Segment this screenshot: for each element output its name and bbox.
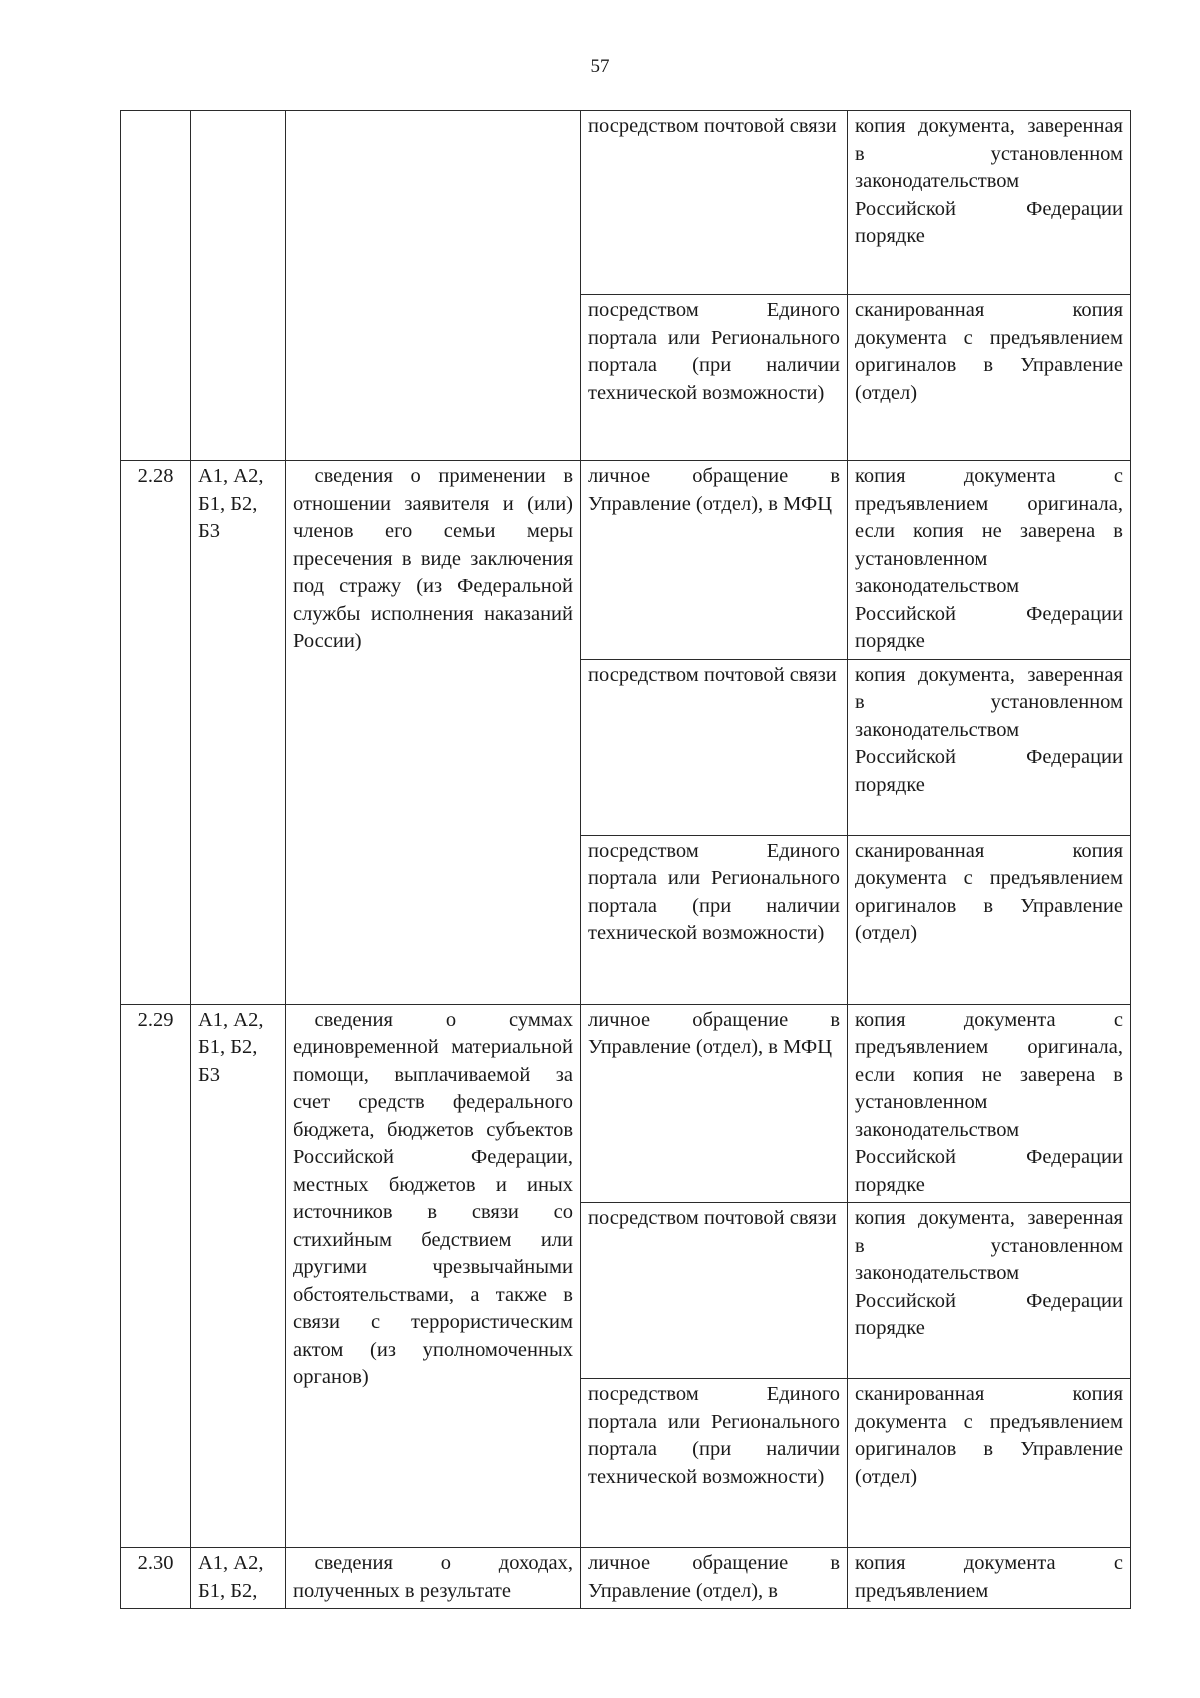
document-form-cell: копия документа с предъявлением оригинала, если копия не заверена в установленном законодательством Российской Федерации порядке bbox=[848, 461, 1131, 660]
document-form-cell: сканированная копия документа с предъявлением оригиналов в Управление (отдел) bbox=[848, 835, 1131, 1004]
item-number: 2.28 bbox=[121, 461, 191, 1005]
item-number: 2.29 bbox=[121, 1004, 191, 1548]
applicant-categories: А1, А2, Б1, Б2, Б3 bbox=[191, 1004, 286, 1548]
submission-method-cell: посредством почтовой связи bbox=[581, 111, 848, 295]
category-cell-empty bbox=[191, 111, 286, 461]
document-form-cell: сканированная копия документа с предъявлением оригиналов в Управление (отдел) bbox=[848, 295, 1131, 461]
submission-method-cell: посредством Единого портала или Регионального портала (при наличии технической возможности) bbox=[581, 295, 848, 461]
submission-method-cell: посредством почтовой связи bbox=[581, 659, 848, 835]
submission-method-cell: посредством Единого портала или Регионального портала (при наличии технической возможности) bbox=[581, 1379, 848, 1548]
documents-table bbox=[120, 110, 1131, 1609]
applicant-categories: А1, А2, Б1, Б2, bbox=[191, 1548, 286, 1609]
page-number: 57 bbox=[590, 56, 610, 77]
table-row bbox=[121, 111, 1131, 295]
document-description: сведения о доходах, полученных в результате bbox=[286, 1548, 581, 1609]
document-form-cell: копия документа с предъявлением bbox=[848, 1548, 1131, 1609]
table-row bbox=[121, 461, 1131, 660]
document-form-cell: копия документа с предъявлением оригинала, если копия не заверена в установленном законодательством Российской Федерации порядке bbox=[848, 1004, 1131, 1203]
submission-method-cell: личное обращение в Управление (отдел), в МФЦ bbox=[581, 1004, 848, 1203]
document-description: сведения о применении в отношении заявителя и (или) членов его семьи меры пресечения в виде заключения под стражу (из Федеральной службы исполнения наказаний России) bbox=[286, 461, 581, 1005]
submission-method-cell: посредством Единого портала или Регионального портала (при наличии технической возможности) bbox=[581, 835, 848, 1004]
document-form-cell: сканированная копия документа с предъявлением оригиналов в Управление (отдел) bbox=[848, 1379, 1131, 1548]
description-cell-empty bbox=[286, 111, 581, 461]
document-form-cell: копия документа, заверенная в установленном законодательством Российской Федерации порядке bbox=[848, 111, 1131, 295]
document-form-cell: копия документа, заверенная в установленном законодательством Российской Федерации порядке bbox=[848, 659, 1131, 835]
submission-method-cell: посредством почтовой связи bbox=[581, 1203, 848, 1379]
table-row bbox=[121, 1004, 1131, 1203]
document-description: сведения о суммах единовременной материальной помощи, выплачиваемой за счет средств федерального бюджета, бюджетов субъектов Российской Федерации, местных бюджетов и иных источников в связи со стихийным бедствием или другими чрезвычайными обстоятельствами, а также в связи с террористическим актом (из уполномоченных органов) bbox=[286, 1004, 581, 1548]
applicant-categories: А1, А2, Б1, Б2, Б3 bbox=[191, 461, 286, 1005]
document-form-cell: копия документа, заверенная в установленном законодательством Российской Федерации порядке bbox=[848, 1203, 1131, 1379]
submission-method-cell: личное обращение в Управление (отдел), в bbox=[581, 1548, 848, 1609]
item-number: 2.30 bbox=[121, 1548, 191, 1609]
table-row bbox=[121, 1548, 1131, 1609]
submission-method-cell: личное обращение в Управление (отдел), в МФЦ bbox=[581, 461, 848, 660]
number-cell-empty bbox=[121, 111, 191, 461]
